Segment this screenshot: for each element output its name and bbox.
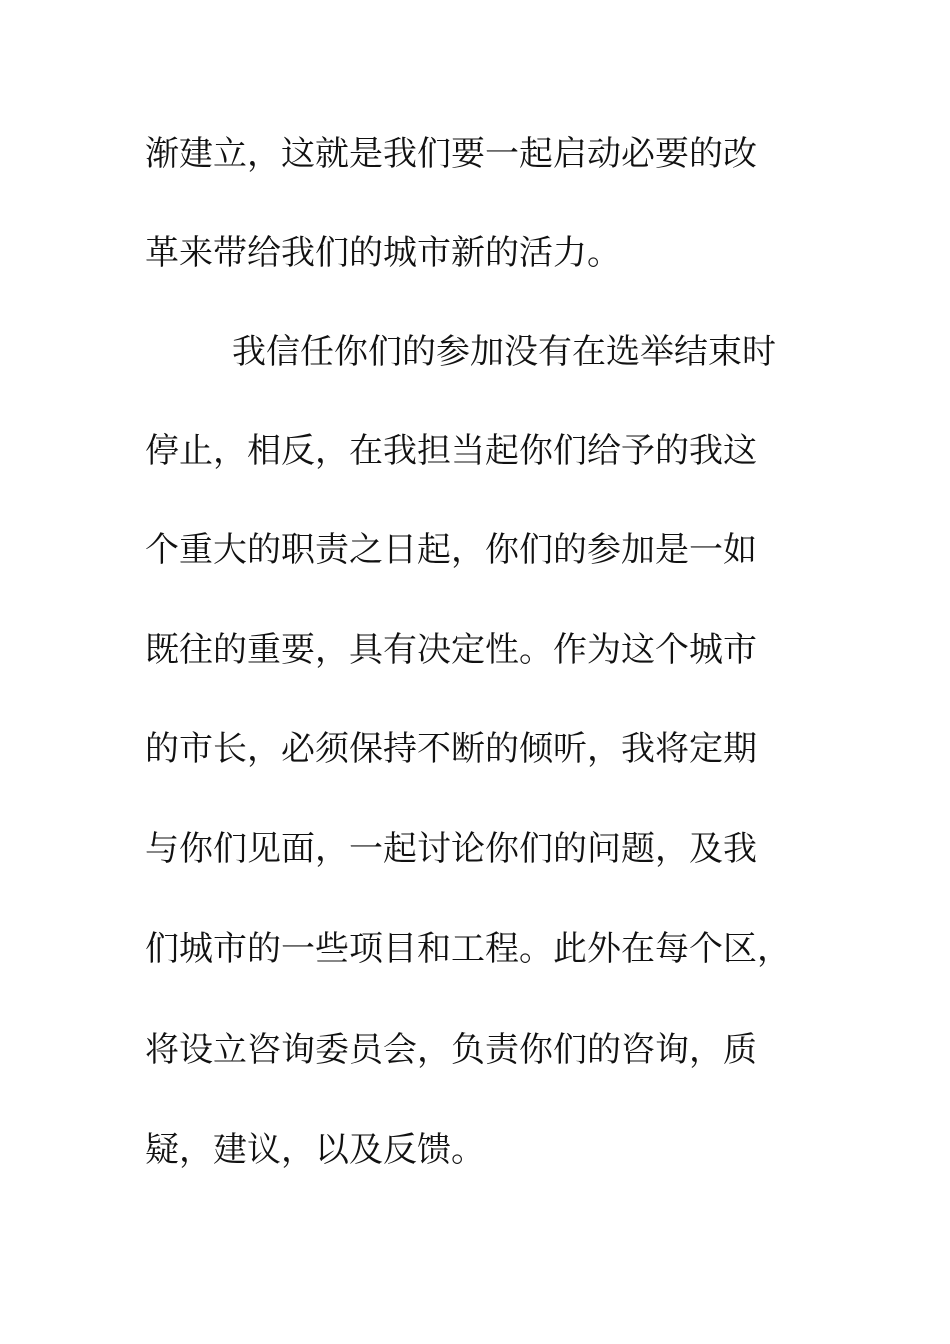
text-line: 停止，相反，在我担当起你们给予的我这 xyxy=(145,431,757,471)
text-line: 将设立咨询委员会，负责你们的咨询，质 xyxy=(145,1030,757,1070)
text-line: 的市长，必须保持不断的倾听，我将定期 xyxy=(145,729,757,769)
text-line: 渐建立，这就是我们要一起启动必要的改 xyxy=(145,134,757,174)
text-line: 个重大的职责之日起，你们的参加是一如 xyxy=(145,530,757,570)
text-line: 们城市的一些项目和工程。此外在每个区， xyxy=(145,929,791,969)
text-line: 疑，建议，以及反馈。 xyxy=(145,1130,485,1170)
paragraph-first-line: 我信任你们的参加没有在选举结束时 xyxy=(232,332,776,372)
text-line: 既往的重要，具有决定性。作为这个城市 xyxy=(145,630,757,670)
text-line: 革来带给我们的城市新的活力。 xyxy=(145,233,621,273)
text-line: 与你们见面，一起讨论你们的问题，及我 xyxy=(145,829,757,869)
